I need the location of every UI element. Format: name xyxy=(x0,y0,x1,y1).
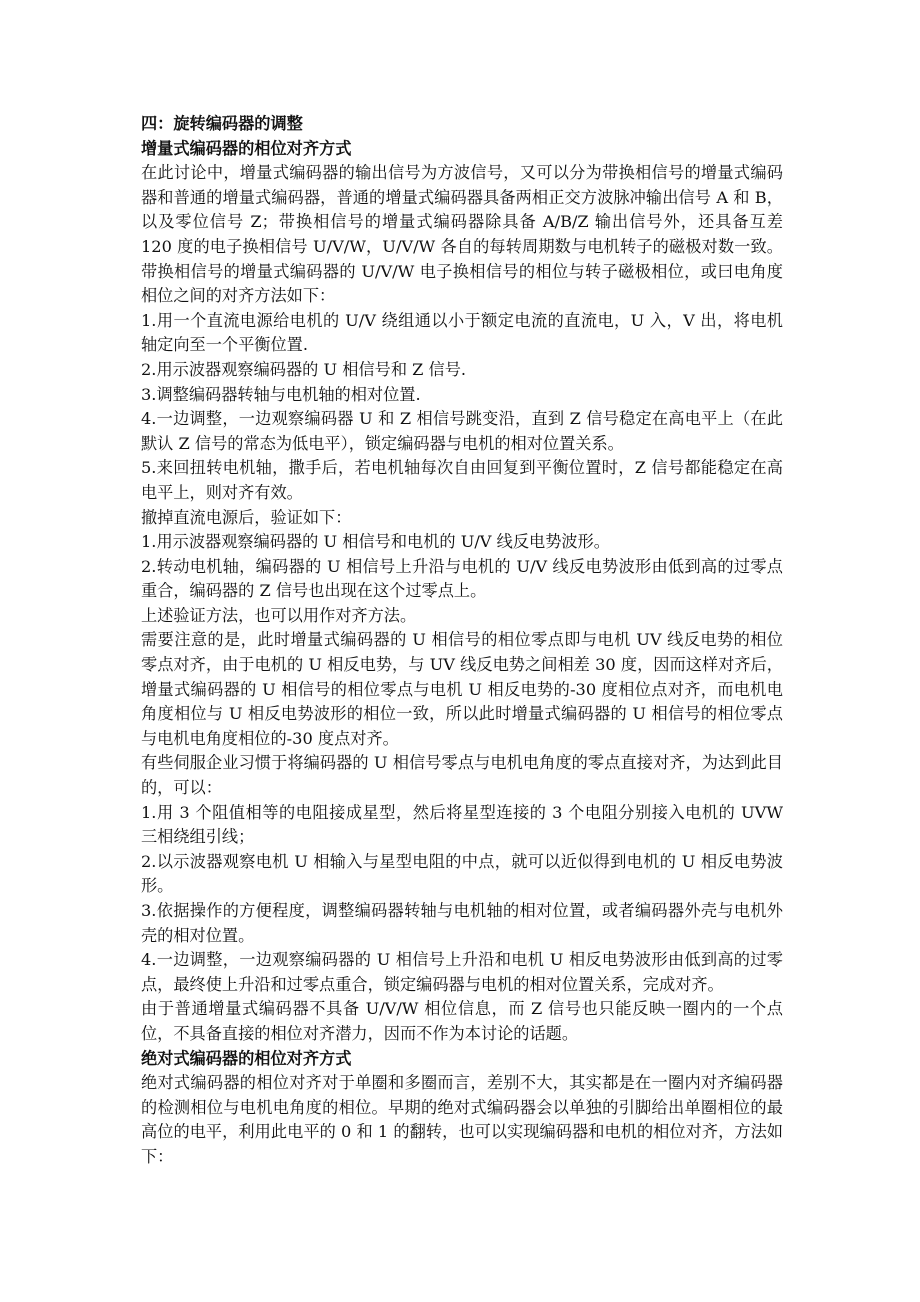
paragraph: 5.来回扭转电机轴，撒手后，若电机轴每次自由回复到平衡位置时，Z 信号都能稳定在高电平上，则对齐有效。 xyxy=(141,458,783,502)
section-heading: 增量式编码器的相位对齐方式 xyxy=(141,138,352,158)
paragraph: 2.用示波器观察编码器的 U 相信号和 Z 信号. xyxy=(141,359,467,379)
section-heading: 绝对式编码器的相位对齐方式 xyxy=(141,1048,352,1068)
paragraph: 由于普通增量式编码器不具备 U/V/W 相位信息，而 Z 信号也只能反映一圈内的一个点位，不具备直接的相位对齐潜力，因而不作为本讨论的话题。 xyxy=(141,999,783,1043)
section-incremental-encoder xyxy=(141,137,783,1047)
paragraph: 绝对式编码器的相位对齐对于单圈和多圈而言，差别不大，其实都是在一圈内对齐编码器的检测相位与电机电角度的相位。早期的绝对式编码器会以单独的引脚给出单圈相位的最高位的电平，利用此电平的 0 和 1 的翻转，也可以实现编码器和电机的相位对齐，方法如下： xyxy=(141,1073,783,1166)
paragraph: 在此讨论中，增量式编码器的输出信号为方波信号，又可以分为带换相信号的增量式编码器和普通的增量式编码器，普通的增量式编码器具备两相正交方波脉冲输出信号 A 和 B，以及零位信号 Z；带换相信号的增量式编码器除具备 A/B/Z 输出信号外，还具备互差 120 度的电子换相信号 U/V/W，U/V/W 各自的每转周期数与电机转子的磁极对数一致。带换相信号的增量式编码器的 U/V/W 电子换相信号的相位与转子磁极相位，或曰电角度相位之间的对齐方法如下： xyxy=(141,163,783,306)
paragraph: 撤掉直流电源后，验证如下： xyxy=(141,507,352,527)
document-page xyxy=(141,112,783,1170)
paragraph: 3.调整编码器转轴与电机轴的相对位置. xyxy=(141,384,421,404)
document-title: 四：旋转编码器的调整 xyxy=(141,114,303,133)
paragraph: 1.用 3 个阻值相等的电阻接成星型，然后将星型连接的 3 个电阻分别接入电机的 UVW 三相绕组引线； xyxy=(141,802,783,847)
paragraph: 1.用一个直流电源给电机的 U/V 绕组通以小于额定电流的直流电，U 入，V 出，将电机轴定向至一个平衡位置. xyxy=(141,310,783,355)
paragraph: 2.转动电机轴，编码器的 U 相信号上升沿与电机的 U/V 线反电势波形由低到高的过零点重合，编码器的 Z 信号也出现在这个过零点上。 xyxy=(141,556,783,601)
paragraph: 1.用示波器观察编码器的 U 相信号和电机的 U/V 线反电势波形。 xyxy=(141,532,610,552)
paragraph: 需要注意的是，此时增量式编码器的 U 相信号的相位零点即与电机 UV 线反电势的相位零点对齐，由于电机的 U 相反电势，与 UV 线反电势之间相差 30 度，因而这样对齐后，增量式编码器的 U 相信号的相位零点与电机 U 相反电势的-30 度相位点对齐，而电机电角度相位与 U 相反电势波形的相位一致，所以此时增量式编码器的 U 相信号的相位零点与电机电角度相位的-30 度点对齐。 xyxy=(141,630,783,748)
paragraph: 4.一边调整，一边观察编码器的 U 相信号上升沿和电机 U 相反电势波形由低到高的过零点，最终使上升沿和过零点重合，锁定编码器与电机的相对位置关系，完成对齐。 xyxy=(141,950,783,994)
paragraph: 上述验证方法，也可以用作对齐方法。 xyxy=(141,605,417,625)
paragraph: 3.依据操作的方便程度，调整编码器转轴与电机轴的相对位置，或者编码器外壳与电机外壳的相对位置。 xyxy=(141,901,783,945)
paragraph: 有些伺服企业习惯于将编码器的 U 相信号零点与电机电角度的零点直接对齐，为达到此目的，可以： xyxy=(141,753,783,798)
paragraph: 4.一边调整，一边观察编码器 U 和 Z 相信号跳变沿，直到 Z 信号稳定在高电平上（在此默认 Z 信号的常态为低电平），锁定编码器与电机的相对位置关系。 xyxy=(141,409,783,453)
section-absolute-encoder xyxy=(141,1047,783,1170)
paragraph: 2.以示波器观察电机 U 相输入与星型电阻的中点，就可以近似得到电机的 U 相反电势波形。 xyxy=(141,851,783,896)
